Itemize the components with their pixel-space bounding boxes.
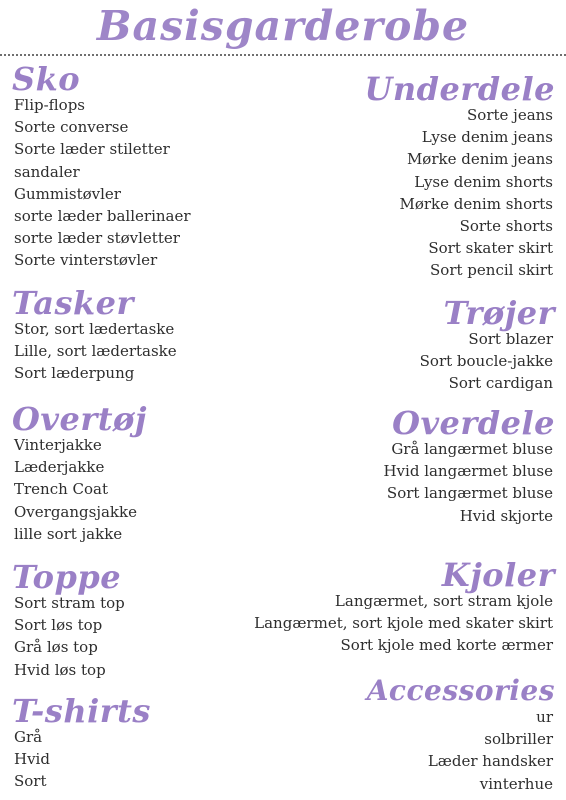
list-item: Hvid løs top	[14, 660, 106, 679]
list-item: Sort	[14, 772, 47, 791]
list-item: Sort skater skirt	[428, 239, 553, 258]
list-item: Grå	[14, 728, 43, 746]
heading-tasker: Tasker	[12, 284, 134, 322]
heading-trojer: Trøjer	[443, 294, 555, 332]
heading-overtoj: Overtøj	[12, 400, 147, 438]
list-item: Lyse denim shorts	[414, 172, 553, 191]
heading-accessories: Accessories	[366, 674, 555, 707]
list-item: Sort langærmet bluse	[386, 484, 553, 503]
list-overdele	[383, 438, 555, 527]
section-sko	[12, 60, 191, 272]
list-overtoj	[12, 434, 147, 545]
list-item: Langærmet, sort stram kjole	[334, 592, 553, 610]
list-item: Mørke denim jeans	[406, 150, 553, 169]
list-item: Vinterjakke	[14, 436, 102, 454]
list-item: Lyse denim jeans	[421, 128, 553, 147]
list-item: Grå langærmet bluse	[391, 440, 553, 458]
list-item: Sorte læder stiletter	[14, 140, 170, 159]
list-item: Sort kjole med korte ærmer	[340, 636, 553, 655]
list-item: Sort pencil skirt	[430, 261, 553, 280]
list-item: Hvid langærmet bluse	[383, 462, 553, 481]
list-item: Læderjakke	[14, 458, 105, 477]
list-item: Sorte shorts	[459, 217, 553, 236]
list-item: Sort blazer	[468, 330, 553, 348]
list-item: Sort stram top	[14, 594, 125, 612]
list-item: Flip-flops	[14, 96, 86, 114]
section-accessories	[367, 676, 555, 795]
list-item: Sorte vinterstøvler	[14, 251, 158, 270]
list-kjoler	[254, 590, 555, 657]
section-overtoj	[12, 400, 147, 545]
section-trojer	[419, 294, 555, 395]
heading-tshirts: T-shirts	[12, 692, 151, 730]
section-toppe	[12, 558, 125, 681]
list-trojer	[420, 328, 555, 395]
list-item: Sort løs top	[14, 616, 103, 635]
list-item: Hvid	[14, 750, 50, 769]
list-item: Langærmet, sort kjole med skater skirt	[254, 614, 553, 633]
page-title: Basisgarderobe	[96, 2, 470, 50]
list-tshirts	[12, 726, 151, 793]
list-item: Sort cardigan	[448, 374, 553, 393]
list-item: sandaler	[14, 162, 80, 181]
list-item: sorte læder støvletter	[14, 229, 180, 248]
list-item: Læder handsker	[427, 752, 553, 771]
list-underdele	[364, 104, 555, 282]
list-item: ur	[536, 708, 553, 726]
list-item: Lille, sort lædertaske	[14, 342, 177, 361]
list-toppe	[12, 592, 125, 681]
list-tasker	[12, 318, 177, 385]
list-item: Overgangsjakke	[14, 502, 137, 521]
section-overdele	[383, 404, 555, 527]
heading-kjoler: Kjoler	[441, 556, 555, 594]
section-underdele	[364, 70, 555, 282]
list-sko	[12, 94, 191, 272]
list-item: Grå løs top	[14, 638, 98, 657]
list-item: Gummistøvler	[14, 184, 121, 203]
list-item: Stor, sort lædertaske	[14, 320, 175, 338]
section-kjoler	[254, 556, 555, 657]
title-divider	[0, 54, 566, 56]
list-item: sorte læder ballerinaer	[14, 207, 191, 226]
section-tasker	[12, 284, 177, 385]
list-item: Sort boucle-jakke	[419, 352, 553, 371]
list-accessories	[367, 706, 555, 795]
list-item: Sorte converse	[14, 118, 129, 137]
list-item: solbriller	[484, 730, 553, 749]
list-item: Sorte jeans	[467, 106, 553, 124]
heading-toppe: Toppe	[12, 558, 122, 596]
list-item: Mørke denim shorts	[399, 194, 553, 213]
list-item: Trench Coat	[14, 480, 109, 499]
list-item: Hvid skjorte	[459, 506, 553, 525]
list-item: Sort læderpung	[14, 364, 135, 383]
list-item: lille sort jakke	[14, 524, 123, 543]
heading-overdele: Overdele	[392, 404, 555, 442]
section-tshirts	[12, 692, 151, 793]
heading-underdele: Underdele	[364, 70, 555, 108]
heading-sko: Sko	[12, 60, 81, 98]
list-item: vinterhue	[479, 774, 553, 793]
